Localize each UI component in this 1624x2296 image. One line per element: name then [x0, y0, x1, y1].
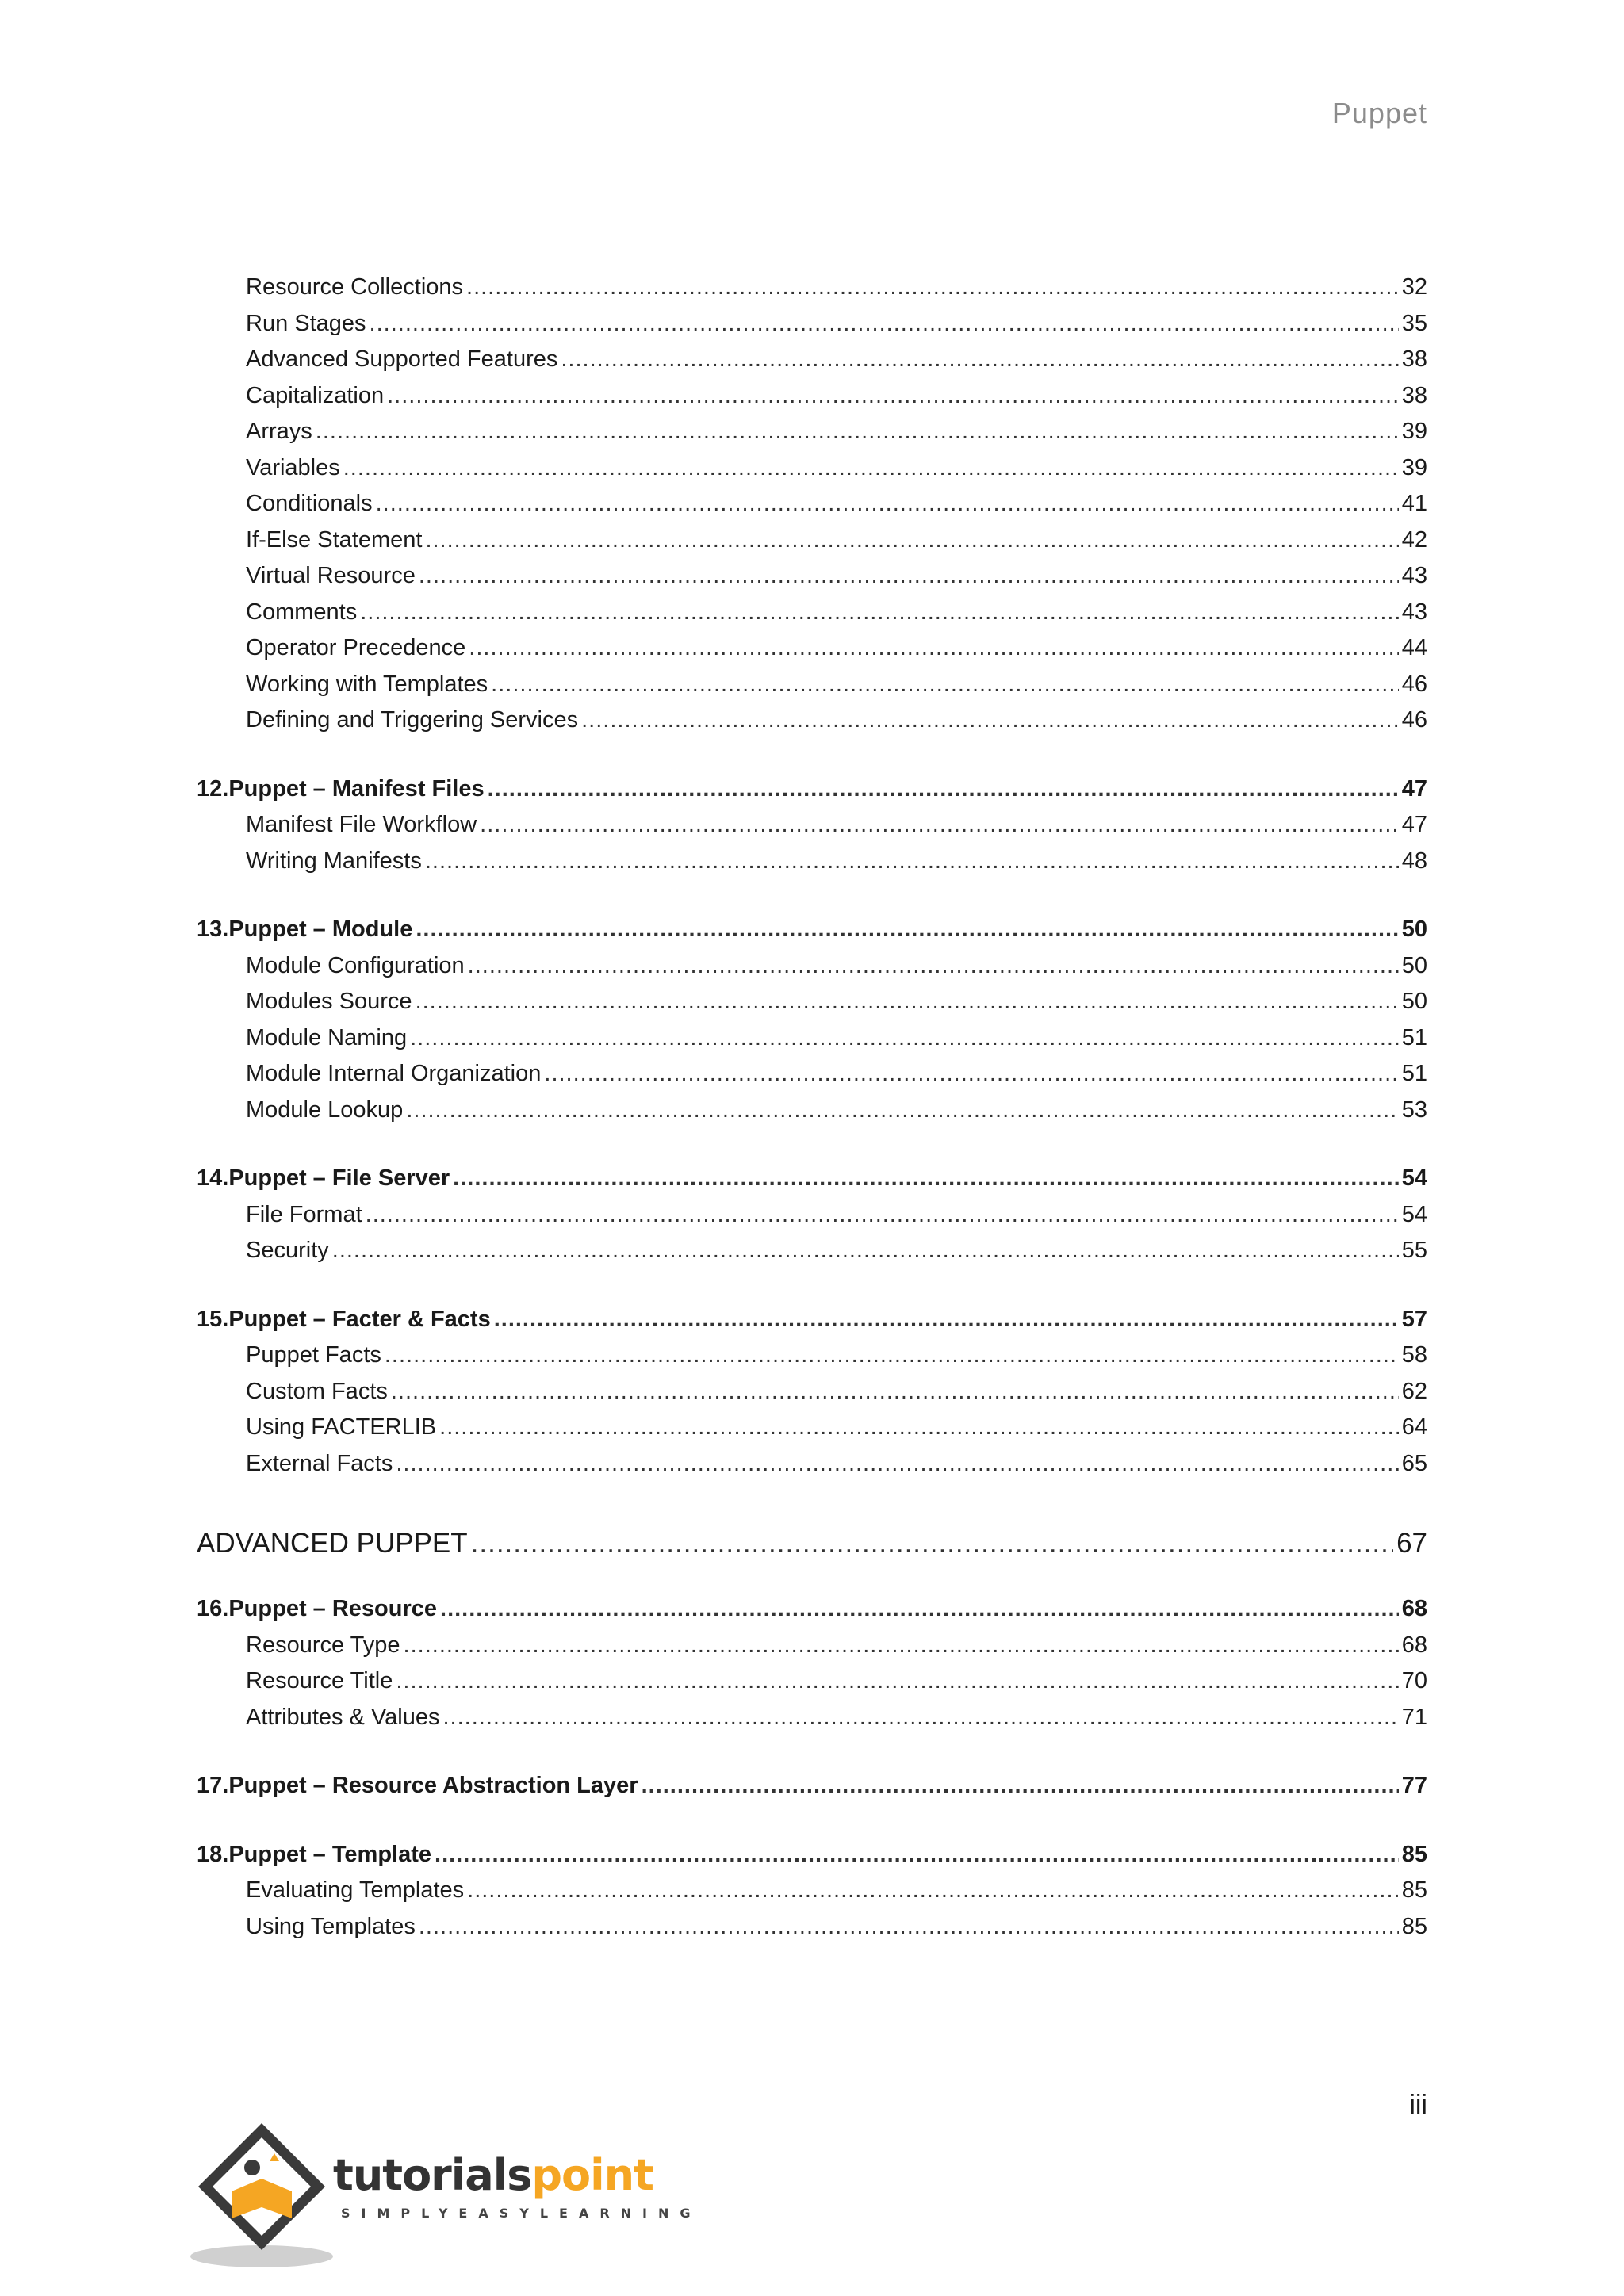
toc-dot-leader: [343, 450, 1399, 487]
toc-sub-row[interactable]: [197, 595, 1427, 631]
toc-page-number: 48: [1401, 848, 1427, 874]
toc-sub-row[interactable]: [197, 1909, 1427, 1946]
toc-dot-leader: [370, 306, 1399, 342]
toc-entry-title: Comments: [246, 599, 358, 625]
toc-entry-title: Module Configuration: [246, 952, 465, 978]
toc-page-number: 71: [1401, 1704, 1427, 1730]
toc-page-number: 42: [1401, 526, 1427, 553]
toc-dot-leader: [435, 1837, 1399, 1873]
toc-entry-title: Using FACTERLIB: [246, 1414, 437, 1440]
toc-sub-row[interactable]: [197, 450, 1427, 487]
toc-dot-leader: [471, 1521, 1393, 1566]
toc-sub-row[interactable]: [197, 702, 1427, 739]
toc-page-number: 46: [1401, 671, 1427, 697]
toc-entry-title: If-Else Statement: [246, 526, 423, 553]
toc-sub-row[interactable]: [197, 1337, 1427, 1374]
logo-tagline: SIMPLYEASYLEARNING: [341, 2206, 702, 2221]
toc-chapter-number: 15.: [197, 1306, 229, 1332]
toc-page-number: 38: [1401, 346, 1427, 372]
toc-dot-leader: [453, 1161, 1399, 1197]
logo-word-tutorials: tutorials: [333, 2150, 532, 2200]
toc-page-number: 44: [1401, 635, 1427, 660]
toc-chapter-number: 18.: [197, 1841, 229, 1867]
toc-sub-row[interactable]: [197, 1374, 1427, 1410]
toc-entry-title: Resource Title: [246, 1668, 393, 1693]
toc-dot-leader: [439, 1410, 1399, 1446]
toc-page-number: 70: [1401, 1668, 1427, 1693]
toc-dot-leader: [391, 1374, 1399, 1410]
toc-sub-row[interactable]: [197, 807, 1427, 844]
toc-entry-title: Puppet – File Server: [228, 1165, 450, 1191]
toc-dot-leader: [387, 378, 1399, 415]
toc-entry-title: Evaluating Templates: [246, 1877, 465, 1903]
toc-page-number: 51: [1401, 1024, 1427, 1050]
toc-sub-row[interactable]: [197, 1700, 1427, 1736]
tutorialspoint-logo-icon: [190, 2115, 333, 2274]
toc-chapter-number: 17.: [197, 1773, 229, 1798]
toc-dot-leader: [332, 1233, 1399, 1269]
toc-dot-leader: [425, 522, 1398, 559]
toc-sub-row[interactable]: [197, 1628, 1427, 1664]
toc-sub-row[interactable]: [197, 948, 1427, 985]
toc-page-number: 32: [1401, 274, 1427, 300]
toc-dot-leader: [425, 844, 1399, 880]
toc-sub-row[interactable]: [197, 1663, 1427, 1700]
toc-dot-leader: [360, 595, 1399, 631]
toc-dot-leader: [440, 1591, 1399, 1628]
toc-entry-title: Defining and Triggering Services: [246, 707, 579, 733]
toc-dot-leader: [404, 1628, 1399, 1664]
toc-entry-title: Writing Manifests: [246, 848, 422, 874]
toc-page-number: 67: [1396, 1528, 1427, 1559]
toc-sub-row[interactable]: [197, 1093, 1427, 1129]
toc-page-number: 54: [1401, 1201, 1427, 1227]
toc-entry-title: Conditionals: [246, 491, 373, 516]
toc-entry-title: Resource Collections: [246, 274, 464, 300]
toc-part-row[interactable]: [197, 1521, 1427, 1566]
toc-sub-row[interactable]: [197, 844, 1427, 880]
toc-page-number: 43: [1401, 563, 1427, 588]
toc-page-number: 68: [1401, 1596, 1427, 1621]
toc-sub-row[interactable]: [197, 1410, 1427, 1446]
toc-entry-title: Operator Precedence: [246, 635, 466, 660]
toc-sub-row[interactable]: [197, 306, 1427, 342]
toc-dot-leader: [488, 771, 1399, 808]
toc-page-number: 54: [1401, 1165, 1427, 1191]
toc-sub-row[interactable]: [197, 486, 1427, 522]
toc-sub-row[interactable]: [197, 1056, 1427, 1093]
toc-entry-title: Custom Facts: [246, 1378, 388, 1404]
toc-entry-title: External Facts: [246, 1450, 393, 1476]
toc-sub-row[interactable]: [197, 1446, 1427, 1483]
toc-chapter-row[interactable]: [197, 1161, 1427, 1197]
toc-dot-leader: [581, 702, 1399, 739]
toc-sub-row[interactable]: [197, 522, 1427, 559]
toc-entry-title: Variables: [246, 454, 340, 480]
toc-chapter-number: 14.: [197, 1165, 229, 1191]
page-number: iii: [1409, 2090, 1427, 2120]
toc-page-number: 77: [1401, 1773, 1427, 1798]
toc-page-number: 58: [1401, 1342, 1427, 1368]
toc-entry-title: Module Lookup: [246, 1096, 404, 1123]
toc-entry-title: Resource Type: [246, 1632, 400, 1658]
toc-dot-leader: [544, 1056, 1398, 1093]
toc-dot-leader: [467, 1873, 1399, 1909]
toc-sub-row[interactable]: [197, 1873, 1427, 1909]
toc-sub-row[interactable]: [197, 1233, 1427, 1269]
toc-page-number: 53: [1401, 1096, 1427, 1123]
toc-page-number: 50: [1401, 989, 1427, 1014]
table-of-contents: [197, 270, 1427, 1945]
toc-sub-row[interactable]: [197, 378, 1427, 415]
toc-chapter-row[interactable]: [197, 1837, 1427, 1873]
toc-sub-row[interactable]: [197, 1020, 1427, 1057]
toc-dot-leader: [491, 667, 1399, 703]
toc-page-number: 64: [1401, 1414, 1427, 1440]
logo-wordmark: [333, 2150, 653, 2200]
toc-dot-leader: [416, 984, 1399, 1020]
toc-dot-leader: [410, 1020, 1399, 1057]
toc-chapter-row[interactable]: [197, 1591, 1427, 1628]
toc-dot-leader: [416, 912, 1398, 948]
toc-page-number: 47: [1401, 812, 1427, 837]
toc-chapter-row[interactable]: [197, 912, 1427, 948]
toc-entry-title: Using Templates: [246, 1913, 416, 1939]
toc-dot-leader: [419, 558, 1399, 595]
toc-entry-title: Attributes & Values: [246, 1704, 440, 1730]
toc-entry-title: Puppet – Module: [228, 916, 413, 942]
toc-page-number: 65: [1401, 1450, 1427, 1476]
toc-entry-title: Advanced Supported Features: [246, 346, 558, 372]
toc-chapter-row[interactable]: [197, 1768, 1427, 1804]
toc-page-number: 46: [1401, 707, 1427, 733]
toc-entry-title: Modules Source: [246, 989, 412, 1014]
toc-page-number: 50: [1401, 916, 1427, 942]
toc-entry-title: Security: [246, 1238, 329, 1263]
toc-entry-title: Puppet Facts: [246, 1342, 381, 1368]
toc-page-number: 47: [1401, 775, 1427, 802]
toc-dot-leader: [468, 948, 1399, 985]
toc-page-number: 43: [1401, 599, 1427, 625]
toc-sub-row[interactable]: [197, 342, 1427, 378]
toc-page-number: 62: [1401, 1378, 1427, 1404]
toc-entry-title: Capitalization: [246, 382, 385, 408]
toc-page-number: 85: [1401, 1877, 1427, 1903]
toc-entry-title: Run Stages: [246, 310, 366, 336]
toc-page-number: 85: [1401, 1841, 1427, 1867]
toc-dot-leader: [385, 1337, 1399, 1374]
toc-chapter-number: 16.: [197, 1596, 229, 1621]
toc-dot-leader: [469, 630, 1398, 667]
toc-dot-leader: [480, 807, 1399, 844]
toc-entry-title: Puppet – Resource: [228, 1596, 438, 1621]
logo-word-point: point: [531, 2150, 653, 2200]
toc-dot-leader: [376, 486, 1399, 522]
toc-entry-title: Puppet – Manifest Files: [228, 775, 485, 802]
toc-dot-leader: [366, 1197, 1399, 1234]
toc-entry-title: Module Naming: [246, 1024, 408, 1050]
toc-entry-title: Puppet – Template: [228, 1841, 432, 1867]
toc-page-number: 51: [1401, 1061, 1427, 1086]
toc-dot-leader: [561, 342, 1398, 378]
toc-dot-leader: [442, 1700, 1398, 1736]
toc-page-number: 68: [1401, 1632, 1427, 1658]
toc-dot-leader: [419, 1909, 1399, 1946]
toc-chapter-number: 13.: [197, 916, 229, 942]
toc-entry-title: ADVANCED PUPPET: [197, 1528, 468, 1559]
toc-entry-title: Arrays: [246, 419, 312, 444]
toc-page-number: 39: [1401, 454, 1427, 480]
toc-sub-row[interactable]: [197, 558, 1427, 595]
toc-dot-leader: [316, 414, 1399, 450]
toc-chapter-number: 12.: [197, 775, 229, 802]
toc-dot-leader: [396, 1446, 1398, 1483]
toc-sub-row[interactable]: [197, 984, 1427, 1020]
toc-page-number: 38: [1401, 382, 1427, 408]
toc-page-number: 55: [1401, 1238, 1427, 1263]
toc-dot-leader: [494, 1302, 1399, 1338]
toc-sub-row[interactable]: [197, 630, 1427, 667]
toc-sub-row[interactable]: [197, 414, 1427, 450]
toc-page-number: 57: [1401, 1306, 1427, 1332]
toc-page-number: 35: [1401, 310, 1427, 336]
toc-entry-title: Manifest File Workflow: [246, 812, 477, 837]
toc-page-number: 50: [1401, 952, 1427, 978]
tutorialspoint-logo: [190, 2115, 702, 2274]
toc-sub-row[interactable]: [197, 667, 1427, 703]
toc-entry-title: Module Internal Organization: [246, 1061, 542, 1086]
toc-dot-leader: [466, 270, 1399, 306]
toc-sub-row[interactable]: [197, 1197, 1427, 1234]
toc-dot-leader: [406, 1093, 1398, 1129]
toc-entry-title: Working with Templates: [246, 671, 488, 697]
toc-page-number: 85: [1401, 1913, 1427, 1939]
toc-chapter-row[interactable]: [197, 1302, 1427, 1338]
toc-page-number: 39: [1401, 419, 1427, 444]
toc-entry-title: Puppet – Resource Abstraction Layer: [228, 1773, 638, 1798]
toc-dot-leader: [642, 1768, 1399, 1804]
toc-dot-leader: [396, 1663, 1398, 1700]
toc-entry-title: Puppet – Facter & Facts: [228, 1306, 491, 1332]
toc-entry-title: Virtual Resource: [246, 563, 416, 588]
page-header-title: Puppet: [1331, 97, 1427, 129]
toc-page-number: 41: [1401, 491, 1427, 516]
toc-entry-title: File Format: [246, 1201, 362, 1227]
toc-chapter-row[interactable]: [197, 771, 1427, 808]
toc-sub-row[interactable]: [197, 270, 1427, 306]
